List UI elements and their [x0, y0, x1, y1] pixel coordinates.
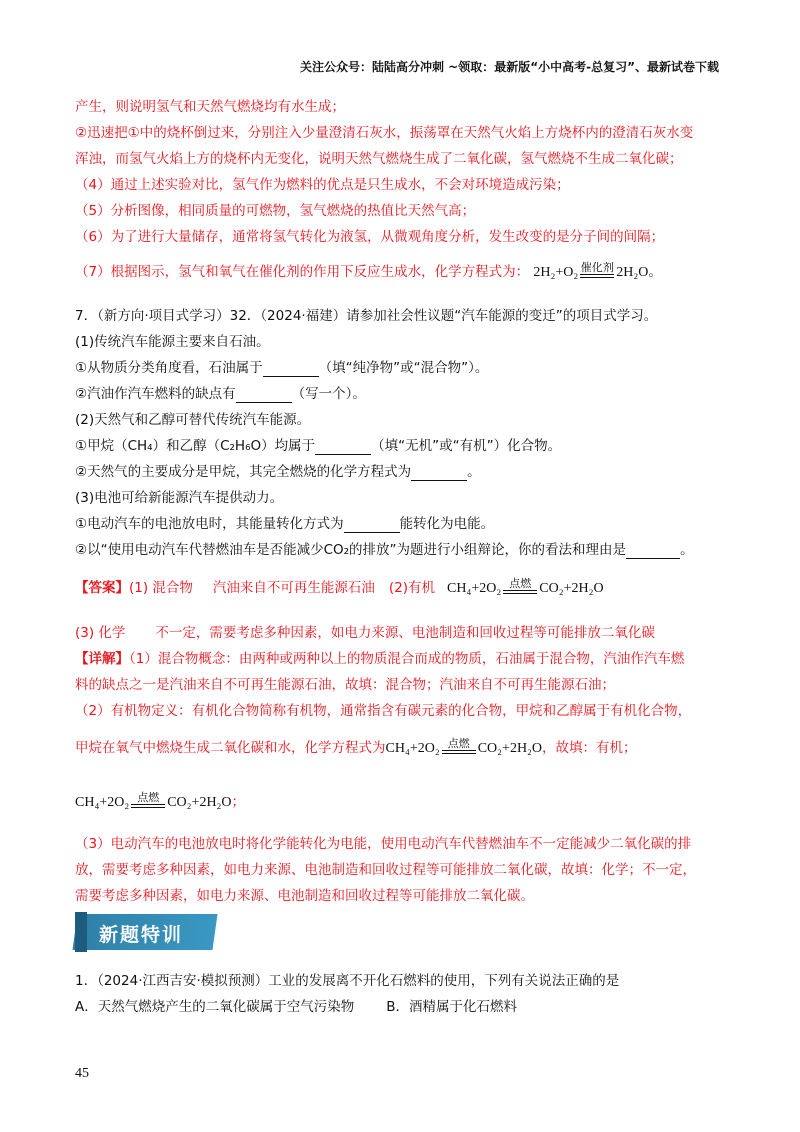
- option-a[interactable]: A．天然气燃烧产生的二氧化碳属于空气污染物: [75, 999, 355, 1015]
- detail-line: 需要考虑多种因素，如电力来源、电池制造和回收过程等可能排放二氧化碳。: [75, 888, 534, 904]
- prev-text-line: ②迅速把①中的烧杯倒过来，分别注入少量澄清石灰水，振荡罩在天然气火焰上方烧杯内的澄清石灰水变: [75, 125, 694, 141]
- answer-blank[interactable]: [236, 388, 292, 403]
- condition-text: 点燃: [137, 791, 160, 804]
- chemical-equation: [447, 578, 604, 598]
- detail-label: 【详解】: [75, 651, 129, 667]
- equation-right: CO₂+2H₂O: [539, 581, 604, 596]
- answer-blank[interactable]: [315, 440, 371, 455]
- prev-text: （7）根据图示，氢气和氧气在催化剂的作用下反应生成水，化学方程式为：: [75, 264, 530, 280]
- prev-text-line: 产生，则说明氢气和天然气燃烧均有水生成；: [75, 99, 345, 115]
- prev-text-line: （5）分析图像，相同质量的可燃物，氢气燃烧的热值比天然气高；: [75, 203, 476, 219]
- question-7-title: 7．（新方向·项目式学习）32．（2024·福建）请参加社会性议题“汽车能源的变迁”的项目式学习。: [75, 308, 658, 324]
- answer-text: (3) 化学: [75, 625, 126, 641]
- answer-blank[interactable]: [626, 544, 680, 559]
- equation-end: 。: [648, 264, 662, 280]
- question-7-part1: (1)传统汽车能源主要来自石油。: [75, 334, 270, 350]
- prev-text-line: （6）为了进行大量储存，通常将氢气转化为液氢，从微观角度分析，发生改变的是分子间的间隔；: [75, 229, 665, 245]
- chemical-equation: [75, 792, 232, 812]
- question-1-title: 1．（2024·江西吉安·模拟预测）工业的发展离不开化石燃料的使用，下列有关说法正确的是: [75, 973, 620, 989]
- question-7-part3a: [75, 515, 494, 533]
- equation-condition: [131, 792, 165, 812]
- q-text: ②汽油作汽车燃料的缺点有: [75, 386, 236, 402]
- option-b[interactable]: B．酒精属于化石燃料: [386, 999, 518, 1015]
- q-text: ②天然气的主要成分是甲烷，其完全燃烧的化学方程式为: [75, 464, 412, 480]
- detail-line: [75, 650, 684, 668]
- prev-text-line: 浑浊，而氢气火焰上方的烧杯内无变化，说明天然气燃烧生成了二氧化碳，氢气燃烧不生成二氧化碳；: [75, 151, 683, 167]
- detail-text: ；: [231, 794, 246, 810]
- q-text: ②以“使用电动汽车代替燃油车是否能减少CO₂的排放”为题进行小组辩论，你的看法和理由是: [75, 542, 627, 558]
- equation-left: 2H₂+O₂: [533, 265, 579, 280]
- detail-line: 放，需要考虑多种因素，如电力来源、电池制造和回收过程等可能排放二氧化碳，故填：化学；不一定，: [75, 862, 696, 878]
- q-text: （写一个）。: [291, 386, 366, 402]
- detail-line: （2）有机物定义：有机化合物简称有机物，通常指含有碳元素的化合物，甲烷和乙醇属于有机化合物，: [75, 703, 692, 719]
- answer-text: (1) 混合物: [129, 580, 193, 596]
- question-1-options: [75, 998, 517, 1016]
- prev-text-line-7: [75, 262, 662, 282]
- question-7-part1a: [75, 359, 488, 377]
- q-text: ①甲烷（CH₄）和乙醇（C₂H₆O）均属于: [75, 438, 316, 454]
- condition-text: 催化剂: [580, 261, 614, 274]
- equation-left: CH₄+2O₂: [385, 741, 440, 756]
- detail-line-eq2: [75, 792, 245, 812]
- equation-right: CO₂+2H₂O: [477, 741, 543, 756]
- equation-condition: [442, 738, 476, 758]
- answer-blank[interactable]: [411, 466, 467, 481]
- section-banner: [75, 912, 225, 952]
- answer-label: 【答案】: [75, 580, 129, 596]
- q-text: 。: [680, 542, 694, 558]
- chemical-equation: [533, 262, 648, 282]
- answer-text: (2)有机: [388, 580, 436, 596]
- answer-blank[interactable]: [263, 362, 319, 377]
- question-7-part3b: [75, 541, 694, 559]
- answer-line-2: [75, 624, 655, 642]
- q-text: 。: [467, 464, 481, 480]
- question-7-part1b: [75, 385, 366, 403]
- equation-right: CO₂+2H₂O: [167, 795, 232, 810]
- answer-line: [75, 578, 604, 598]
- detail-line: （3）电动汽车的电池放电时将化学能转化为电能，使用电动汽车代替燃油车不一定能减少二氧化碳的排: [75, 836, 692, 852]
- page-number: 45: [75, 1066, 89, 1081]
- answer-text: 汽油来自不可再生能源石油: [212, 580, 375, 596]
- equation-right: 2H₂O: [616, 265, 649, 280]
- chemical-equation: [386, 738, 543, 758]
- banner-title: 新题特训: [99, 924, 184, 946]
- question-7-part3: (3)电池可给新能源汽车提供动力。: [75, 490, 284, 506]
- equation-left: CH₄+2O₂: [75, 795, 130, 810]
- q-text: ①电动汽车的电池放电时，其能量转化方式为: [75, 516, 344, 532]
- question-7-part2: (2)天然气和乙醇可替代传统汽车能源。: [75, 412, 311, 428]
- equation-left: CH₄+2O₂: [447, 581, 502, 596]
- answer-blank[interactable]: [344, 518, 400, 533]
- question-7-part2a: [75, 437, 561, 455]
- detail-text: （1）混合物概念：由两种或两种以上的物质混合而成的物质，石油属于混合物，汽油作汽车燃: [129, 651, 685, 667]
- prev-text-line: （4）通过上述实验对比，氢气作为燃料的优点是只生成水，不会对环境造成污染；: [75, 177, 570, 193]
- page-header: 关注公众号：陆陆高分冲刺 ~领取：最新版“小中高考-总复习”、最新试卷下载: [300, 60, 719, 74]
- detail-text: 甲烷在氧气中燃烧生成二氧化碳和水，化学方程式为: [75, 740, 386, 756]
- question-7-part2b: [75, 463, 481, 481]
- detail-text: ，故填：有机；: [542, 740, 637, 756]
- equation-condition: [580, 262, 614, 282]
- q-text: （填“纯净物”或“混合物”）。: [318, 360, 489, 376]
- q-text: （填“无机”或“有机”）化合物。: [371, 438, 562, 454]
- q-text: ①从物质分类角度看，石油属于: [75, 360, 263, 376]
- answer-text: 不一定，需要考虑多种因素，如电力来源、电池制造和回收过程等可能排放二氧化碳: [155, 625, 655, 641]
- q-text: 能转化为电能。: [399, 516, 495, 532]
- banner-accent: [75, 912, 87, 952]
- detail-line-eq: [75, 738, 637, 758]
- detail-line: 料的缺点之一是汽油来自不可再生能源石油，故填：混合物；汽油来自不可再生能源石油；: [75, 677, 615, 693]
- equation-condition: [503, 578, 537, 598]
- condition-text: 点燃: [447, 737, 470, 750]
- condition-text: 点燃: [509, 577, 532, 590]
